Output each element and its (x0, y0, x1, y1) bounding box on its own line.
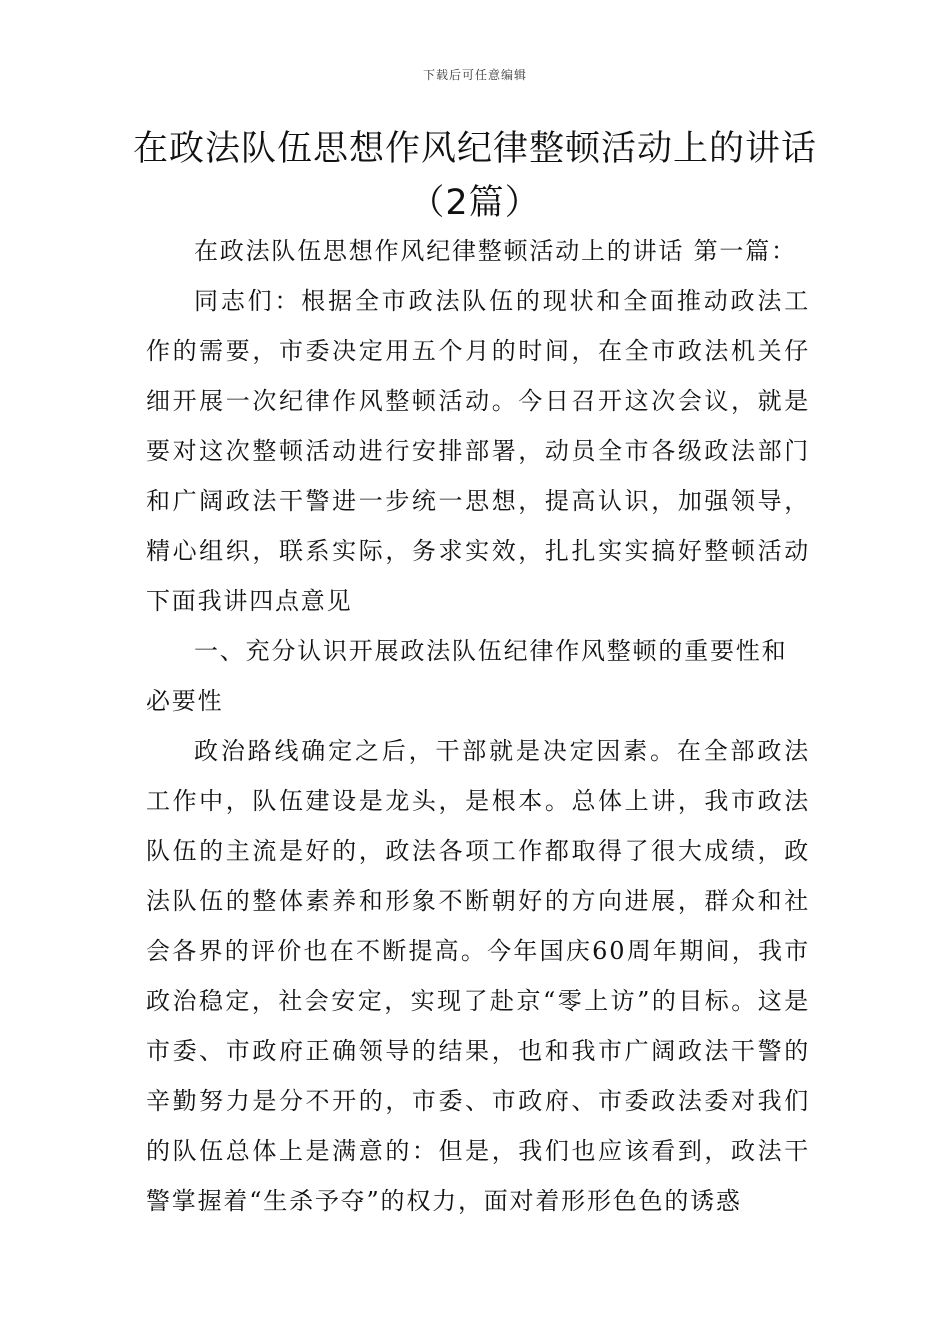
body-paragraph: 同志们：根据全市政法队伍的现状和全面推动政法工作的需要，市委决定用五个月的时间，在全市政法机关仔细开展一次纪律作风整顿活动。今日召开这次会议，就是要对这次整顿活动进行安排部署，动员全市各级政法部门和广阔政法干警进一步统一思想，提高认识，加强领导，精心组织，联系实际，务求实效，扎扎实实搞好整顿活动下面我讲四点意见 (146, 287, 810, 615)
header-note: 下载后可任意编辑 (422, 68, 527, 82)
document-title: 在政法队伍思想作风纪律整顿活动上的讲话（2篇） (132, 129, 817, 223)
body-paragraph: 政治路线确定之后，干部就是决定因素。在全部政法工作中，队伍建设是龙头，是根本。总体上讲，我市政法队伍的主流是好的，政法各项工作都取得了很大成绩，政法队伍的整体素养和形象不断朝好的方向进展，群众和社会各界的评价也在不断提高。今年国庆60周年期间，我市政治稳定，社会安定，实现了赴京“零上访”的目标。这是市委、市政府正确领导的结果，也和我市广阔政法干警的辛勤努力是分不开的，市委、市政府、市委政法委对我们的队伍总体上是满意的：但是，我们也应该看到，政法干警掌握着“生杀予夺”的权力，面对着形形色色的诱惑 (146, 737, 810, 1215)
document-body (146, 226, 810, 1226)
section-heading: 在政法队伍思想作风纪律整顿活动上的讲话 第一篇： (194, 237, 797, 265)
sub-heading: 一、充分认识开展政法队伍纪律作风整顿的重要性和必要性 (146, 637, 788, 715)
